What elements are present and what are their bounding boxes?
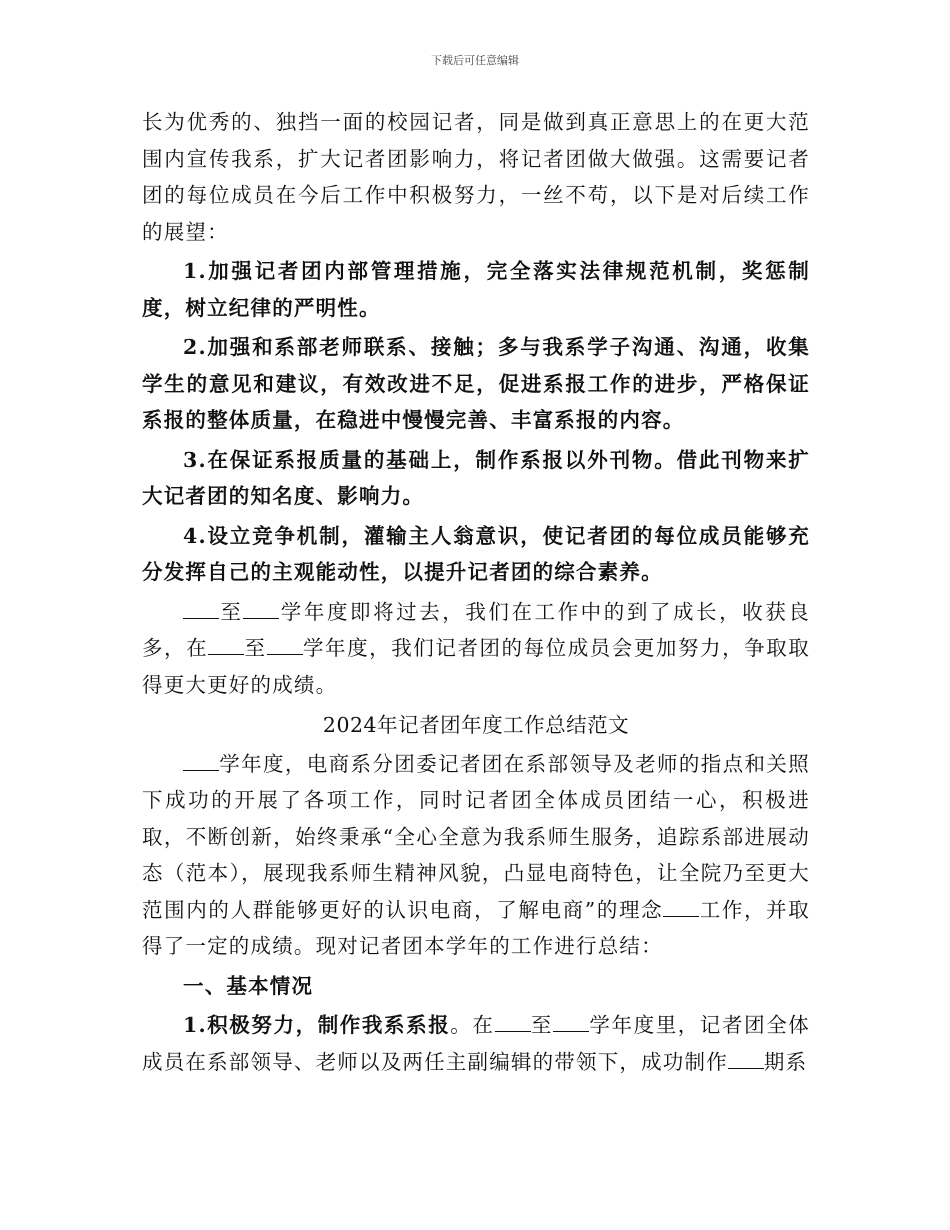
blank-field <box>267 636 303 655</box>
blank-field <box>183 600 219 619</box>
summary-paragraph: 学年度，电商系分团委记者团在系部领导及老师的指点和关照下成功的开展了各项工作，同时记者团全体成员团结一心，积极进取，不断创新，始终秉承“全心全意为我系师生服务，追踪系部进展动态（范本），展现我系师生精神风貌，凸显电商特色，让全院乃至更大范围内的人群能够更好的认识电商，了解电商”的理念 工作，并取得了一定的成绩。现对记者团本学年的工作进行总结： <box>142 751 811 958</box>
intro-paragraph: 长为优秀的、独挡一面的校园记者，同是做到真正意思上的在更大范围内宣传我系，扩大记者团影响力，将记者团做大做强。这需要记者团的每位成员在今后工作中积极努力，一丝不苟，以下是对后续工作的展望： <box>142 110 810 244</box>
list-item-4: 4.设立竞争机制，灌输主人翁意识，使记者团的每位成员能够充分发挥自己的主观能动性，以提升记者团的综合素养。 <box>142 523 810 584</box>
blank-field <box>208 636 244 655</box>
closing-paragraph: 至 学年度即将过去，我们在工作中的到了成长，收获良多，在 至 学年度，我们记者团的每位成员会更加努力，争取取得更大更好的成绩。 <box>142 599 810 697</box>
blank-field <box>183 752 219 771</box>
list-item-1: 1.加强记者团内部管理措施，完全落实法律规范机制，奖惩制度，树立纪律的严明性。 <box>142 259 810 320</box>
blank-field <box>553 1013 589 1032</box>
basic-item-1: 1.积极努力，制作我系系报。在 至 学年度里，记者团全体成员在系部领导、老师以及两任主副编辑的带领下，成功制作 期系 <box>142 1013 810 1074</box>
blank-field <box>495 1013 531 1032</box>
blank-field <box>728 1050 764 1069</box>
section-heading-basic: 一、基本情况 <box>183 973 314 998</box>
section-title: 2024年记者团年度工作总结范文 <box>322 713 630 737</box>
document-body <box>142 104 810 1080</box>
page-header: 下载后可任意编辑 <box>431 54 519 67</box>
list-item-3: 3.在保证系报质量的基础上，制作系报以外刊物。借此刊物来扩大记者团的知名度、影响力。 <box>142 447 810 508</box>
blank-field <box>243 600 279 619</box>
blank-field <box>663 898 699 917</box>
list-item-2: 2.加强和系部老师联系、接触；多与我系学子沟通、沟通，收集学生的意见和建议，有效改进不足，促进系报工作的进步，严格保证系报的整体质量，在稳进中慢慢完善、丰富系报的内容。 <box>142 335 810 432</box>
